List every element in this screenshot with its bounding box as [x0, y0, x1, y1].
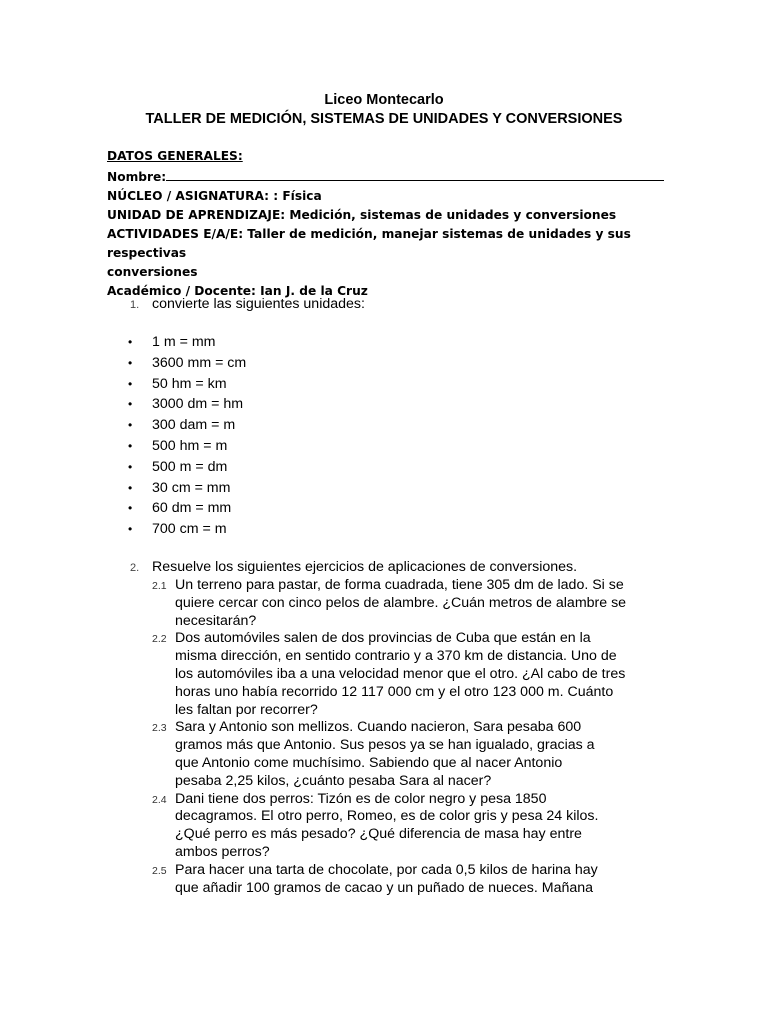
bullet-icon: • — [128, 459, 133, 474]
question-number: 2. — [130, 562, 140, 574]
list-item-text: 60 dm = mm — [152, 500, 232, 517]
document-header — [0, 91, 768, 129]
exercise-item — [0, 862, 768, 898]
exercise-text-line: decagramos. El otro perro, Romeo, es de color gris y pesa 24 kilos. — [175, 808, 599, 825]
nucleo-line: NÚCLEO / ASIGNATURA: : Física — [107, 189, 322, 203]
list-item — [0, 498, 768, 519]
bullet-icon: • — [128, 501, 133, 516]
list-item-text: 30 cm = mm — [152, 479, 231, 496]
bullet-icon: • — [128, 355, 133, 370]
docente-line: Académico / Docente: Ian J. de la Cruz — [107, 284, 368, 298]
document-title: TALLER DE MEDICIÓN, SISTEMAS DE UNIDADES Y CONVERSIONES — [145, 111, 623, 127]
exercise-text-line: Sara y Antonio son mellizos. Cuando nacieron, Sara pesaba 600 — [175, 719, 582, 736]
exercise-item — [0, 577, 768, 630]
list-item-text: 300 dam = m — [152, 417, 236, 434]
list-item-text: 500 m = dm — [152, 458, 228, 475]
exercise-number: 2.2 — [152, 633, 167, 646]
school-name: Liceo Montecarlo — [324, 92, 444, 108]
bullet-icon: • — [128, 522, 133, 537]
unidad-line: UNIDAD DE APRENDIZAJE: Medición, sistemas de unidades y conversiones — [107, 208, 617, 222]
general-data-heading: DATOS GENERALES: — [107, 149, 243, 163]
exercise-text-line: gramos más que Antonio. Sus pesos ya se han igualado, gracias a — [175, 737, 595, 754]
list-item — [0, 415, 768, 436]
general-data-section — [107, 147, 667, 301]
name-label: Nombre: — [107, 170, 167, 184]
list-item — [0, 478, 768, 499]
exercise-text-line: que Antonio come muchísimo. Sabiendo que al nacer Antonio — [175, 754, 563, 771]
exercise-text-line: misma dirección, en sentido contrario y a 370 km de distancia. Uno de — [175, 648, 617, 665]
exercise-text-line: los automóviles iba a una velocidad menor que el otro. ¿Al cabo de tres — [175, 665, 626, 682]
exercise-text-line: quiere cercar con cinco pelos de alambre. ¿Cuán metros de alambre se — [175, 594, 627, 611]
exercise-number: 2.1 — [152, 580, 167, 592]
exercise-text-line: ¿Qué perro es más pesado? ¿Qué diferencia de masa hay entre — [175, 826, 582, 843]
bullet-icon: • — [128, 397, 133, 412]
name-row — [107, 166, 667, 187]
list-item — [0, 519, 768, 540]
exercise-text — [175, 630, 665, 719]
question-text: Resuelve los siguientes ejercicios de aplicaciones de conversiones. — [152, 559, 578, 575]
exercise-text — [175, 577, 665, 630]
list-item — [0, 436, 768, 457]
exercise-number: 2.5 — [152, 864, 167, 877]
list-item-text: 3600 mm = cm — [152, 354, 247, 371]
list-item — [0, 457, 768, 478]
list-item-text: 1 m = mm — [152, 334, 216, 350]
bullet-icon: • — [128, 335, 133, 349]
list-item-text: 500 hm = m — [152, 437, 228, 454]
exercise-number: 2.4 — [152, 793, 167, 806]
actividades-line: ACTIVIDADES E/A/E: Taller de medición, manejar sistemas de unidades y sus respectivas — [107, 227, 631, 260]
exercise-text-line: necesitarán? — [175, 612, 257, 629]
list-item — [0, 332, 768, 353]
bullet-icon: • — [128, 418, 133, 433]
name-blank-line — [166, 166, 664, 181]
exercise-number: 2.3 — [152, 722, 167, 735]
exercise-text — [175, 791, 665, 862]
exercise-text-line: ambos perros? — [175, 843, 270, 860]
actividades-line-cont: conversiones — [107, 265, 198, 279]
list-item-text: 700 cm = m — [152, 521, 227, 538]
list-item-text: 3000 dm = hm — [152, 396, 244, 413]
exercise-item — [0, 719, 768, 790]
bullet-icon: • — [128, 480, 133, 495]
exercise-text-line: Dani tiene dos perros: Tizón es de color negro y pesa 1850 — [175, 790, 547, 807]
question-number: 1. — [130, 299, 140, 311]
question-text: convierte las siguientes unidades: — [152, 296, 365, 312]
exercise-text-line: Un terreno para pastar, de forma cuadrada, tiene 305 dm de lado. Si se — [175, 577, 624, 593]
list-item — [0, 394, 768, 415]
exercise-text-line: pesaba 2,25 kilos, ¿cuánto pesaba Sara al nacer? — [175, 772, 492, 789]
bullet-icon: • — [128, 438, 133, 453]
exercise-list — [0, 577, 768, 897]
exercise-text — [175, 862, 665, 898]
exercise-text — [175, 719, 665, 790]
bullet-icon: • — [128, 376, 133, 391]
exercise-item — [0, 791, 768, 862]
exercise-text-line: les faltan por recorrer? — [175, 701, 318, 718]
list-item — [0, 374, 768, 395]
exercise-text-line: horas uno había recorrido 12 117 000 cm y el otro 123 000 m. Cuánto — [175, 683, 614, 700]
exercise-text-line: Para hacer una tarta de chocolate, por cada 0,5 kilos de harina hay — [175, 861, 598, 878]
exercise-item — [0, 630, 768, 719]
conversion-list — [0, 332, 768, 540]
list-item-text: 50 hm = km — [152, 375, 227, 392]
list-item — [0, 353, 768, 374]
exercise-text-line: que añadir 100 gramos de cacao y un puñado de nueces. Mañana — [175, 879, 594, 896]
exercise-text-line: Dos automóviles salen de dos provincias de Cuba que están en la — [175, 630, 591, 647]
